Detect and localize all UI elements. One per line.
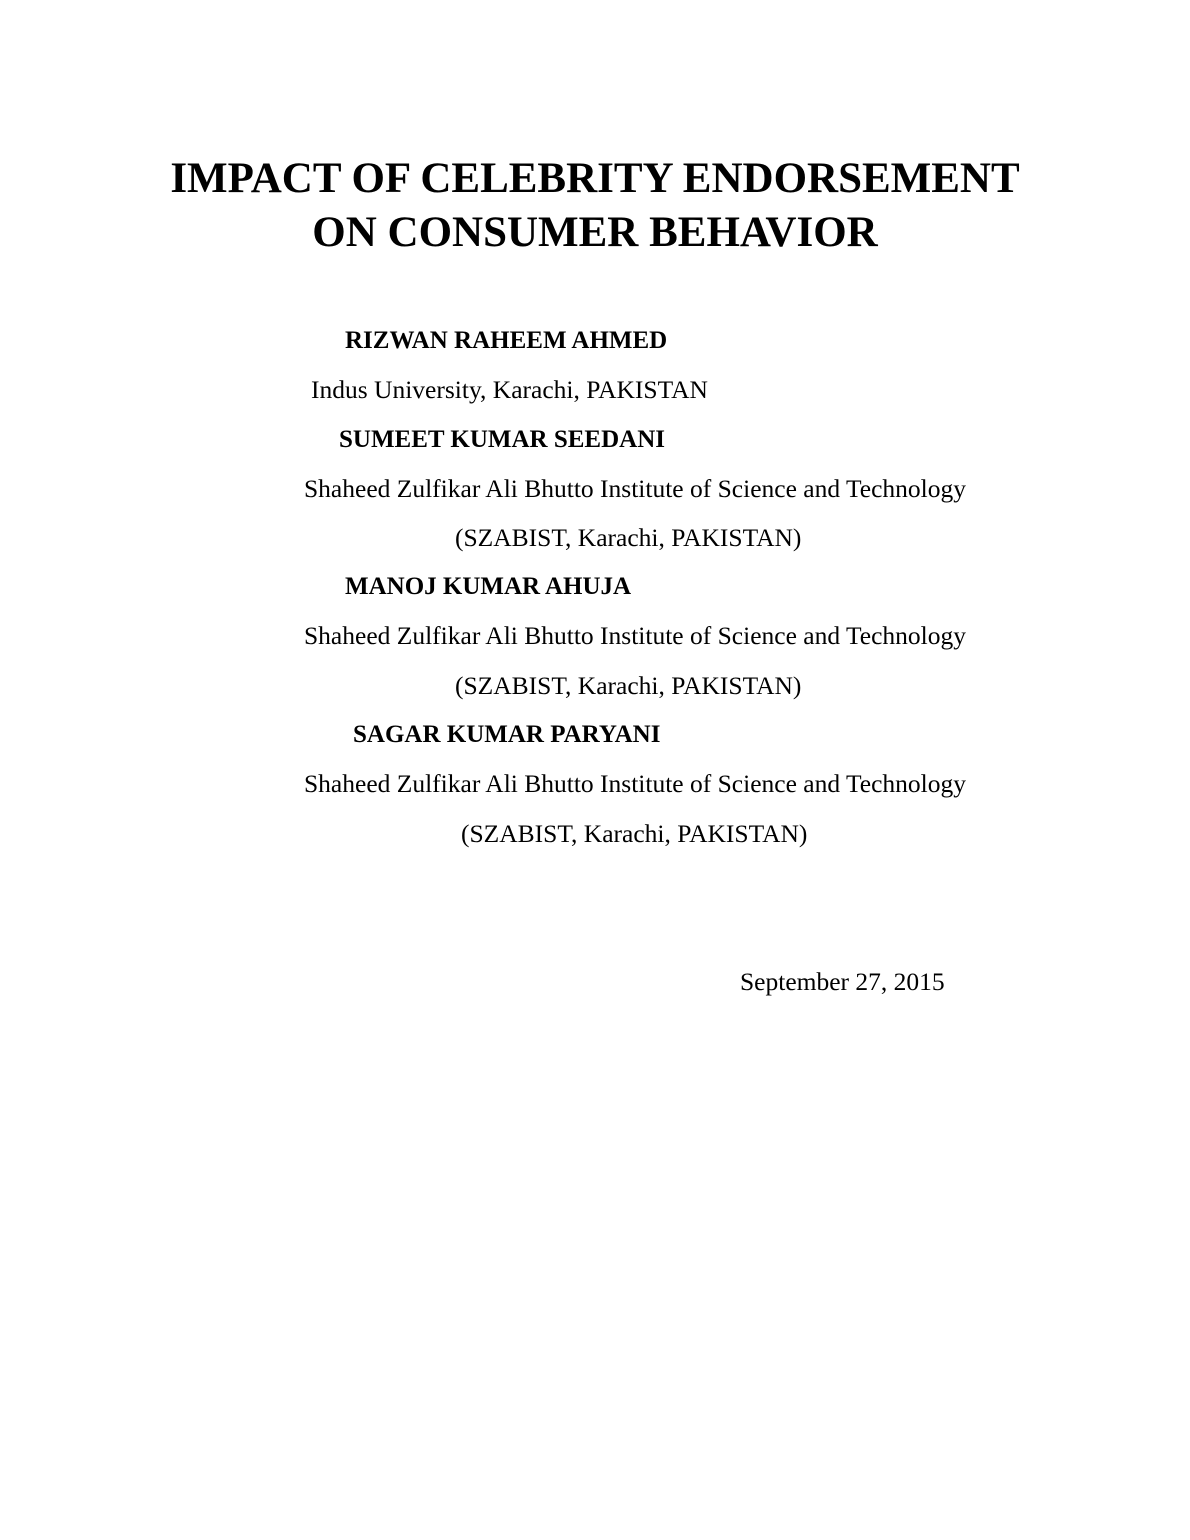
author-name-1: RIZWAN RAHEEM AHMED <box>345 327 668 354</box>
author-affiliation-2-line-1: Shaheed Zulfikar Ali Bhutto Institute of Science and Technology <box>304 474 967 503</box>
paper-title-line-1: IMPACT OF CELEBRITY ENDORSEMENT <box>170 155 1020 202</box>
publication-date: September 27, 2015 <box>740 967 945 996</box>
author-affiliation-3-line-1: Shaheed Zulfikar Ali Bhutto Institute of Science and Technology <box>304 621 967 650</box>
author-affiliation-3-line-2: (SZABIST, Karachi, PAKISTAN) <box>455 671 802 700</box>
author-affiliation-2-line-2: (SZABIST, Karachi, PAKISTAN) <box>455 523 802 552</box>
author-name-4: SAGAR KUMAR PARYANI <box>353 721 661 748</box>
author-affiliation-4-line-2: (SZABIST, Karachi, PAKISTAN) <box>461 819 808 848</box>
author-name-2: SUMEET KUMAR SEEDANI <box>339 426 665 453</box>
paper-title-line-2: ON CONSUMER BEHAVIOR <box>312 209 878 256</box>
author-name-3: MANOJ KUMAR AHUJA <box>345 573 632 600</box>
author-affiliation-4-line-1: Shaheed Zulfikar Ali Bhutto Institute of Science and Technology <box>304 769 967 798</box>
author-affiliation-1: Indus University, Karachi, PAKISTAN <box>311 375 708 404</box>
paper-title <box>0 152 1190 260</box>
